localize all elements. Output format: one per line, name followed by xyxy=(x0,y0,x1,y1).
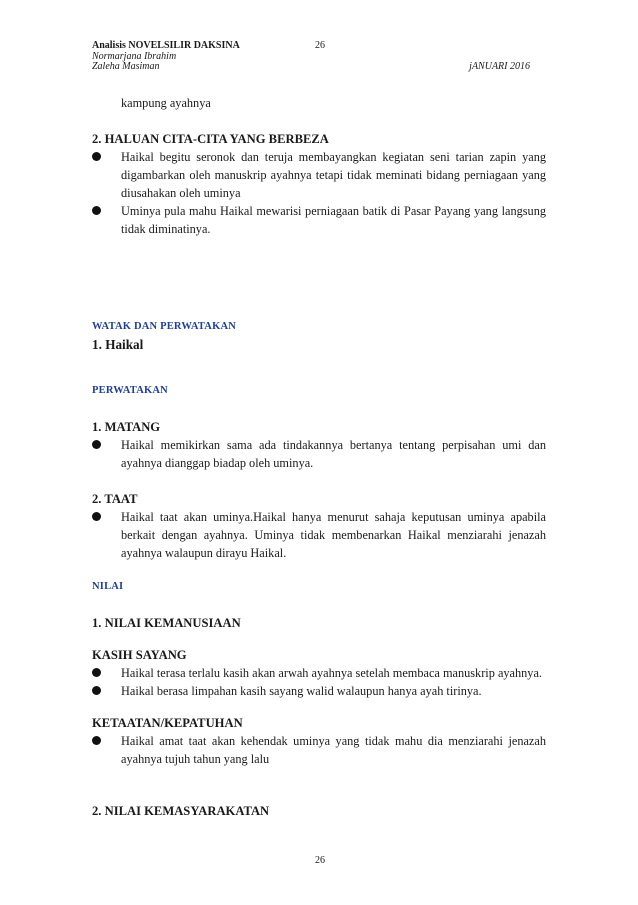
list-item: Haikal taat akan uminya.Haikal hanya menurut sahaja keputusan uminya apabila berkait dengan ayahnya. Uminya tidak membenarkan Haikal menziarahi jenazah ayahnya walaupun dirayu Haikal. xyxy=(92,508,546,562)
heading-taat: 2. TAAT xyxy=(92,492,138,506)
heading-haluan: 2. HALUAN CITA-CITA YANG BERBEZA xyxy=(92,132,329,146)
document-body xyxy=(92,94,546,820)
heading-matang: 1. MATANG xyxy=(92,420,161,434)
footer-page-number: 26 xyxy=(315,855,325,866)
header-date: jANUARI 2016 xyxy=(469,61,530,72)
haluan-list xyxy=(92,148,546,238)
matang-list xyxy=(92,436,546,472)
list-item: Haikal memikirkan sama ada tindakannya bertanya tentang perpisahan umi dan ayahnya dianggap biadap oleh uminya. xyxy=(92,436,546,472)
list-item: Uminya pula mahu Haikal mewarisi perniagaan batik di Pasar Payang yang langsung tidak diminatinya. xyxy=(92,202,546,238)
heading-kemanusiaan: 1. NILAI KEMANUSIAAN xyxy=(92,616,241,630)
list-item: Haikal berasa limpahan kasih sayang walid walaupun hanya ayah tirinya. xyxy=(92,682,546,700)
ketaatan-list xyxy=(92,732,546,768)
label-watak: WATAK DAN PERWATAKAN xyxy=(92,321,237,332)
bullet-icon xyxy=(92,152,101,161)
list-item: Haikal amat taat akan kehendak uminya yang tidak mahu dia menziarahi jenazah ayahnya tujuh tahun yang lalu xyxy=(92,732,546,768)
list-item: Haikal terasa terlalu kasih akan arwah ayahnya setelah membaca manuskrip ayahnya. xyxy=(92,664,546,682)
header-author-2: Zaleha Masiman xyxy=(92,61,160,72)
header-title: Analisis NOVELSILIR DAKSINA xyxy=(92,40,240,51)
heading-kemasyarakatan: 2. NILAI KEMASYARAKATAN xyxy=(92,804,270,818)
bullet-icon xyxy=(92,440,101,449)
heading-ketaatan: KETAATAN/KEPATUHAN xyxy=(92,716,243,730)
label-perwatakan: PERWATAKAN xyxy=(92,385,168,396)
bullet-icon xyxy=(92,512,101,521)
bullet-icon xyxy=(92,206,101,215)
bullet-icon xyxy=(92,668,101,677)
label-nilai: NILAI xyxy=(92,581,124,592)
kasih-list xyxy=(92,664,546,700)
heading-kasih-sayang: KASIH SAYANG xyxy=(92,648,187,662)
character-name: 1. Haikal xyxy=(92,337,144,352)
intro-line: kampung ayahnya xyxy=(121,96,211,110)
bullet-icon xyxy=(92,686,101,695)
bullet-icon xyxy=(92,736,101,745)
taat-list xyxy=(92,508,546,562)
header-page-number: 26 xyxy=(315,40,325,51)
list-item: Haikal begitu seronok dan teruja membayangkan kegiatan seni tarian zapin yang digambarkan oleh manuskrip ayahnya tetapi tidak meminati bidang perniagaan yang diusahakan oleh uminya xyxy=(92,148,546,202)
header-author-1: Normarjana Ibrahim xyxy=(92,51,177,62)
